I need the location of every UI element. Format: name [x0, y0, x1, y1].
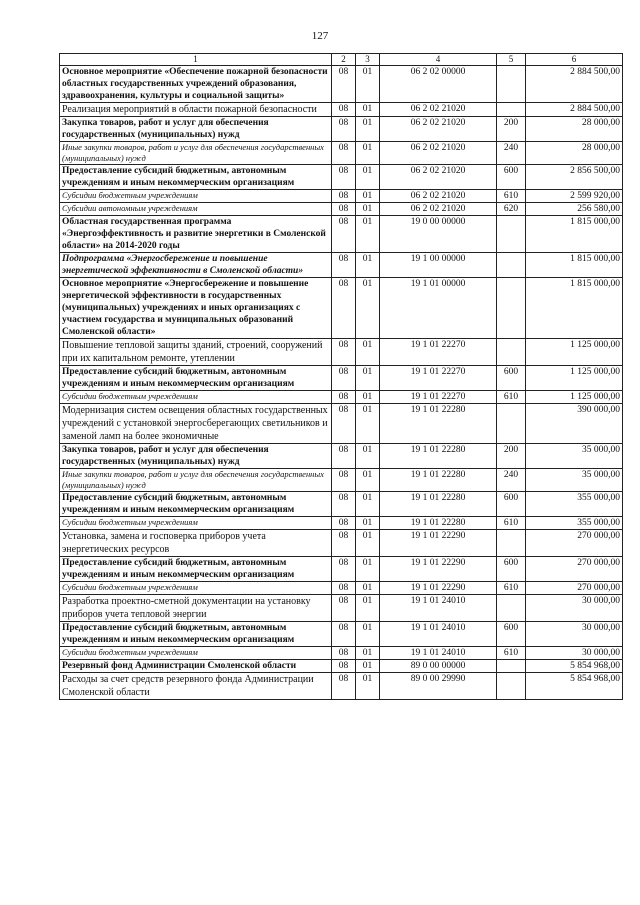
- table-row: [60, 165, 623, 190]
- table-row: [60, 278, 623, 339]
- target-article-cell: 06 2 02 21020: [380, 190, 497, 203]
- expense-name-cell: Субсидии автономным учреждениям: [60, 203, 332, 216]
- amount-cell: 1 815 000,00: [526, 216, 623, 253]
- table-row: [60, 103, 623, 117]
- amount-cell: 28 000,00: [526, 142, 623, 165]
- expense-type-cell: [497, 530, 526, 557]
- amount-cell: 30 000,00: [526, 647, 623, 660]
- column-header: 4: [380, 54, 497, 66]
- subsection-code-cell: 01: [356, 530, 380, 557]
- section-code-cell: 08: [332, 366, 356, 391]
- section-code-cell: 08: [332, 103, 356, 117]
- expense-type-cell: 600: [497, 492, 526, 517]
- target-article-cell: 19 1 01 22280: [380, 492, 497, 517]
- expense-type-cell: 200: [497, 117, 526, 142]
- subsection-code-cell: 01: [356, 366, 380, 391]
- expense-type-cell: 610: [497, 582, 526, 595]
- subsection-code-cell: 01: [356, 203, 380, 216]
- amount-cell: 1 815 000,00: [526, 278, 623, 339]
- amount-cell: 2 599 920,00: [526, 190, 623, 203]
- section-code-cell: 08: [332, 622, 356, 647]
- target-article-cell: 06 2 02 21020: [380, 117, 497, 142]
- expense-name-cell: Предоставление субсидий бюджетным, автономным учреждениям и иным некоммерческим организациям: [60, 557, 332, 582]
- expense-name-cell: Закупка товаров, работ и услуг для обеспечения государственных (муниципальных) нужд: [60, 444, 332, 469]
- budget-table: [59, 53, 623, 700]
- target-article-cell: 19 1 01 22280: [380, 404, 497, 444]
- table-row: [60, 253, 623, 278]
- expense-type-cell: 620: [497, 203, 526, 216]
- target-article-cell: 19 1 01 22290: [380, 582, 497, 595]
- target-article-cell: 06 2 02 21020: [380, 142, 497, 165]
- expense-name-cell: Предоставление субсидий бюджетным, автономным учреждениям и иным некоммерческим организациям: [60, 622, 332, 647]
- amount-cell: 2 856 500,00: [526, 165, 623, 190]
- page-number: 127: [311, 30, 329, 42]
- amount-cell: 256 580,00: [526, 203, 623, 216]
- expense-name-cell: Областная государственная программа «Энергоэффективность и развитие энергетики в Смоленской области» на 2014-2020 годы: [60, 216, 332, 253]
- table-row: [60, 216, 623, 253]
- section-code-cell: 08: [332, 404, 356, 444]
- table-row: [60, 203, 623, 216]
- section-code-cell: 08: [332, 142, 356, 165]
- target-article-cell: 06 2 02 00000: [380, 66, 497, 103]
- section-code-cell: 08: [332, 517, 356, 530]
- section-code-cell: 08: [332, 253, 356, 278]
- expense-name-cell: Основное мероприятие «Обеспечение пожарной безопасности областных государственных учреждений образования, здравоохранения, культуры и социальной защиты»: [60, 66, 332, 103]
- target-article-cell: 06 2 02 21020: [380, 203, 497, 216]
- expense-name-cell: Разработка проектно-сметной документации на установку приборов учета тепловой энергии: [60, 595, 332, 622]
- expense-type-cell: 600: [497, 165, 526, 190]
- expense-name-cell: Субсидии бюджетным учреждениям: [60, 582, 332, 595]
- expense-name-cell: Основное мероприятие «Энергосбережение и повышение энергетической эффективности в государственных (муниципальных) учреждениях и иных организациях с участием государства и муниципальных образований Смоленской области»: [60, 278, 332, 339]
- table-row: [60, 117, 623, 142]
- column-header: 2: [332, 54, 356, 66]
- target-article-cell: 19 1 01 00000: [380, 278, 497, 339]
- column-header: 6: [526, 54, 623, 66]
- expense-type-cell: [497, 278, 526, 339]
- amount-cell: 270 000,00: [526, 557, 623, 582]
- amount-cell: 355 000,00: [526, 492, 623, 517]
- target-article-cell: 06 2 02 21020: [380, 165, 497, 190]
- expense-name-cell: Предоставление субсидий бюджетным, автономным учреждениям и иным некоммерческим организациям: [60, 366, 332, 391]
- target-article-cell: 19 1 01 24010: [380, 622, 497, 647]
- table-row: [60, 673, 623, 700]
- table-row: [60, 595, 623, 622]
- target-article-cell: 89 0 00 00000: [380, 660, 497, 673]
- target-article-cell: 19 1 01 24010: [380, 595, 497, 622]
- subsection-code-cell: 01: [356, 117, 380, 142]
- section-code-cell: 08: [332, 339, 356, 366]
- table-row: [60, 391, 623, 404]
- table-row: [60, 66, 623, 103]
- amount-cell: 30 000,00: [526, 622, 623, 647]
- subsection-code-cell: 01: [356, 517, 380, 530]
- amount-cell: 270 000,00: [526, 582, 623, 595]
- expense-type-cell: [497, 595, 526, 622]
- section-code-cell: 08: [332, 647, 356, 660]
- section-code-cell: 08: [332, 582, 356, 595]
- expense-type-cell: [497, 660, 526, 673]
- amount-cell: 5 854 968,00: [526, 660, 623, 673]
- section-code-cell: 08: [332, 66, 356, 103]
- table-row: [60, 142, 623, 165]
- table-row: [60, 469, 623, 492]
- target-article-cell: 19 1 01 22280: [380, 444, 497, 469]
- subsection-code-cell: 01: [356, 66, 380, 103]
- section-code-cell: 08: [332, 203, 356, 216]
- amount-cell: 270 000,00: [526, 530, 623, 557]
- subsection-code-cell: 01: [356, 165, 380, 190]
- expense-name-cell: Субсидии бюджетным учреждениям: [60, 391, 332, 404]
- expense-type-cell: 200: [497, 444, 526, 469]
- expense-name-cell: Модернизация систем освещения областных государственных учреждений с установкой энергосберегающих светильников и заменой ламп на более экономичные: [60, 404, 332, 444]
- section-code-cell: 08: [332, 557, 356, 582]
- section-code-cell: 08: [332, 492, 356, 517]
- amount-cell: 1 125 000,00: [526, 339, 623, 366]
- amount-cell: 1 815 000,00: [526, 253, 623, 278]
- amount-cell: 2 884 500,00: [526, 66, 623, 103]
- table-row: [60, 492, 623, 517]
- subsection-code-cell: 01: [356, 622, 380, 647]
- section-code-cell: 08: [332, 469, 356, 492]
- amount-cell: 35 000,00: [526, 469, 623, 492]
- column-header: 1: [60, 54, 332, 66]
- expense-type-cell: 600: [497, 557, 526, 582]
- expense-type-cell: [497, 673, 526, 700]
- target-article-cell: 19 1 00 00000: [380, 253, 497, 278]
- section-code-cell: 08: [332, 660, 356, 673]
- target-article-cell: 19 1 01 22290: [380, 530, 497, 557]
- subsection-code-cell: 01: [356, 216, 380, 253]
- target-article-cell: 19 1 01 22280: [380, 517, 497, 530]
- target-article-cell: 19 1 01 22270: [380, 339, 497, 366]
- table-row: [60, 557, 623, 582]
- target-article-cell: 19 1 01 22290: [380, 557, 497, 582]
- amount-cell: 355 000,00: [526, 517, 623, 530]
- expense-name-cell: Реализация мероприятий в области пожарной безопасности: [60, 103, 332, 117]
- amount-cell: 2 884 500,00: [526, 103, 623, 117]
- amount-cell: 5 854 968,00: [526, 673, 623, 700]
- subsection-code-cell: 01: [356, 469, 380, 492]
- section-code-cell: 08: [332, 595, 356, 622]
- expense-name-cell: Иные закупки товаров, работ и услуг для обеспечения государственных (муниципальных) нужд: [60, 469, 332, 492]
- expense-name-cell: Расходы за счет средств резервного фонда Администрации Смоленской области: [60, 673, 332, 700]
- section-code-cell: 08: [332, 278, 356, 339]
- amount-cell: 28 000,00: [526, 117, 623, 142]
- table-row: [60, 530, 623, 557]
- target-article-cell: 89 0 00 29990: [380, 673, 497, 700]
- expense-name-cell: Закупка товаров, работ и услуг для обеспечения государственных (муниципальных) нужд: [60, 117, 332, 142]
- expense-type-cell: [497, 103, 526, 117]
- expense-type-cell: [497, 66, 526, 103]
- amount-cell: 1 125 000,00: [526, 366, 623, 391]
- expense-type-cell: 600: [497, 366, 526, 391]
- column-header: 3: [356, 54, 380, 66]
- section-code-cell: 08: [332, 444, 356, 469]
- table-row: [60, 622, 623, 647]
- expense-name-cell: Подпрограмма «Энергосбережение и повышение энергетической эффективности в Смоленской области»: [60, 253, 332, 278]
- subsection-code-cell: 01: [356, 492, 380, 517]
- subsection-code-cell: 01: [356, 391, 380, 404]
- section-code-cell: 08: [332, 530, 356, 557]
- subsection-code-cell: 01: [356, 190, 380, 203]
- subsection-code-cell: 01: [356, 673, 380, 700]
- section-code-cell: 08: [332, 673, 356, 700]
- subsection-code-cell: 01: [356, 339, 380, 366]
- table-row: [60, 517, 623, 530]
- expense-name-cell: Субсидии бюджетным учреждениям: [60, 647, 332, 660]
- subsection-code-cell: 01: [356, 660, 380, 673]
- subsection-code-cell: 01: [356, 595, 380, 622]
- table-row: [60, 647, 623, 660]
- subsection-code-cell: 01: [356, 253, 380, 278]
- section-code-cell: 08: [332, 190, 356, 203]
- table-header-row: [60, 54, 623, 66]
- expense-type-cell: 600: [497, 622, 526, 647]
- amount-cell: 1 125 000,00: [526, 391, 623, 404]
- expense-name-cell: Предоставление субсидий бюджетным, автономным учреждениям и иным некоммерческим организациям: [60, 165, 332, 190]
- expense-name-cell: Иные закупки товаров, работ и услуг для обеспечения государственных (муниципальных) нужд: [60, 142, 332, 165]
- subsection-code-cell: 01: [356, 404, 380, 444]
- expense-type-cell: [497, 253, 526, 278]
- expense-type-cell: [497, 339, 526, 366]
- expense-name-cell: Резервный фонд Администрации Смоленской области: [60, 660, 332, 673]
- target-article-cell: 19 0 00 00000: [380, 216, 497, 253]
- subsection-code-cell: 01: [356, 444, 380, 469]
- table-row: [60, 582, 623, 595]
- subsection-code-cell: 01: [356, 557, 380, 582]
- expense-type-cell: [497, 404, 526, 444]
- target-article-cell: 19 1 01 22270: [380, 366, 497, 391]
- subsection-code-cell: 01: [356, 278, 380, 339]
- target-article-cell: 19 1 01 24010: [380, 647, 497, 660]
- section-code-cell: 08: [332, 165, 356, 190]
- subsection-code-cell: 01: [356, 103, 380, 117]
- subsection-code-cell: 01: [356, 142, 380, 165]
- expense-type-cell: 610: [497, 190, 526, 203]
- amount-cell: 390 000,00: [526, 404, 623, 444]
- target-article-cell: 19 1 01 22270: [380, 391, 497, 404]
- subsection-code-cell: 01: [356, 647, 380, 660]
- table-row: [60, 366, 623, 391]
- section-code-cell: 08: [332, 117, 356, 142]
- table-row: [60, 444, 623, 469]
- table-row: [60, 404, 623, 444]
- expense-name-cell: Повышение тепловой защиты зданий, строений, сооружений при их капитальном ремонте, утеплении: [60, 339, 332, 366]
- target-article-cell: 19 1 01 22280: [380, 469, 497, 492]
- expense-type-cell: 610: [497, 647, 526, 660]
- target-article-cell: 06 2 02 21020: [380, 103, 497, 117]
- expense-type-cell: 610: [497, 517, 526, 530]
- table-row: [60, 339, 623, 366]
- amount-cell: 35 000,00: [526, 444, 623, 469]
- column-header: 5: [497, 54, 526, 66]
- subsection-code-cell: 01: [356, 582, 380, 595]
- section-code-cell: 08: [332, 391, 356, 404]
- expense-name-cell: Установка, замена и госповерка приборов учета энергетических ресурсов: [60, 530, 332, 557]
- expense-name-cell: Субсидии бюджетным учреждениям: [60, 517, 332, 530]
- expense-type-cell: 240: [497, 469, 526, 492]
- expense-name-cell: Субсидии бюджетным учреждениям: [60, 190, 332, 203]
- table-row: [60, 190, 623, 203]
- table-row: [60, 660, 623, 673]
- expense-name-cell: Предоставление субсидий бюджетным, автономным учреждениям и иным некоммерческим организациям: [60, 492, 332, 517]
- expense-type-cell: [497, 216, 526, 253]
- expense-type-cell: 610: [497, 391, 526, 404]
- amount-cell: 30 000,00: [526, 595, 623, 622]
- section-code-cell: 08: [332, 216, 356, 253]
- expense-type-cell: 240: [497, 142, 526, 165]
